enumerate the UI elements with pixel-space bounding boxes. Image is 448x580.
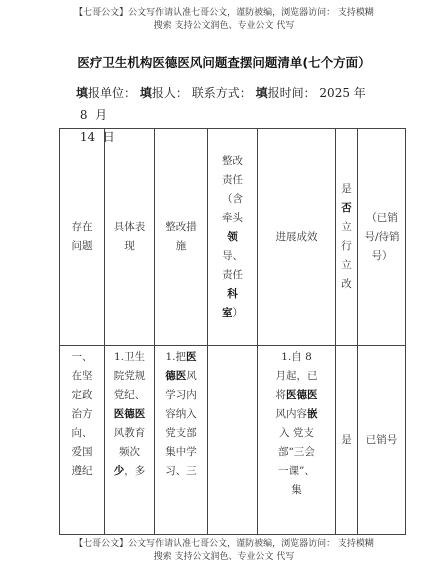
cell-closed: 已销号 — [358, 346, 406, 535]
manifestation-part-1: 1.卫生院党规党纪、 — [113, 351, 146, 401]
report-month: 8 — [79, 108, 88, 122]
progress-part-5: 入 党支部“三会一课”、集 — [278, 427, 315, 496]
cell-manifestation — [105, 346, 155, 535]
header-owner-part-5: 室 — [222, 306, 233, 319]
report-year: 2025 — [319, 86, 350, 100]
manifestation-part-4: 少 — [113, 465, 125, 477]
header-owner-part-1: 整改责任（含牵头 — [222, 154, 243, 224]
header-standing-part-3: 立行立改 — [341, 221, 352, 290]
progress-part-1: 1.自 8 月起，已将 — [275, 351, 318, 401]
unit-label: 报单位： — [88, 86, 137, 100]
progress-part-4: 嵌 — [307, 408, 318, 420]
header-owner-part-3: 导、责任 — [222, 249, 243, 281]
header-owner-part-2: 领 — [227, 230, 238, 243]
cell-measures — [155, 346, 208, 535]
measures-part-2: 医德医 — [165, 351, 197, 382]
issue-list-table — [59, 128, 406, 535]
top-watermark-banner — [0, 7, 448, 33]
top-banner-line-1: 【七哥公文】公文写作请认准七哥公文，谨防被编，浏览器访问： 支持模糊 — [74, 8, 374, 18]
time-label: 报时间： — [267, 86, 316, 100]
header-issue: 存在问题 — [60, 129, 105, 346]
time-label-char: 填 — [255, 86, 268, 100]
cell-standing: 是 — [336, 346, 358, 535]
measures-part-1: 1.把 — [165, 351, 187, 363]
header-progress: 进展成效 — [258, 129, 336, 346]
bottom-banner-line-2: 搜索 支持公文润色、专业公文 代写 — [153, 552, 295, 562]
header-closed: （已销号/待销号） — [358, 129, 406, 346]
person-label-char: 填 — [139, 86, 152, 100]
cell-progress — [258, 346, 336, 535]
bottom-banner-line-1: 【七哥公文】公文写作请认准七哥公文，谨防被编，浏览器访问： 支持模糊 — [74, 539, 374, 549]
table-header-row — [60, 129, 406, 346]
header-standing-part-1: 是 — [341, 183, 352, 195]
manifestation-part-3: 风教育频次 — [113, 427, 146, 458]
manifestation-part-2: 医德医 — [113, 408, 146, 420]
bottom-watermark-banner — [0, 538, 448, 564]
header-manifestation: 具体表现 — [105, 129, 155, 346]
top-banner-line-2: 搜索 支持公文润色、专业公文 代写 — [153, 21, 295, 31]
progress-part-2: 医德医 — [286, 389, 318, 401]
progress-part-3: 风内容 — [275, 408, 307, 420]
unit-label-char: 填 — [76, 86, 89, 100]
header-measures: 整改措施 — [155, 129, 208, 346]
table-row — [60, 346, 406, 535]
month-unit: 月 — [95, 108, 108, 122]
cell-issue: 一、在坚定政治方向、爱国遵纪 — [60, 346, 105, 535]
day-unit: 日 — [102, 130, 115, 144]
header-standing — [336, 129, 358, 346]
contact-label: 联系方式： — [191, 86, 252, 100]
header-owner-part-4: 科 — [227, 287, 238, 300]
year-unit: 年 — [353, 86, 366, 100]
manifestation-part-5: ，多 — [124, 465, 146, 477]
header-owner-part-6: ） — [232, 306, 243, 319]
report-day: 14 — [79, 130, 96, 144]
measures-part-3: 风学习内容纳入党支部集中学习、三 — [165, 370, 197, 477]
cell-owner — [208, 346, 258, 535]
header-standing-part-2: 否 — [341, 202, 352, 214]
document-title: 医疗卫生机构医德医风问题查摆问题清单(七个方面） — [77, 55, 371, 70]
header-owner — [208, 129, 258, 346]
person-label: 报人： — [151, 86, 188, 100]
